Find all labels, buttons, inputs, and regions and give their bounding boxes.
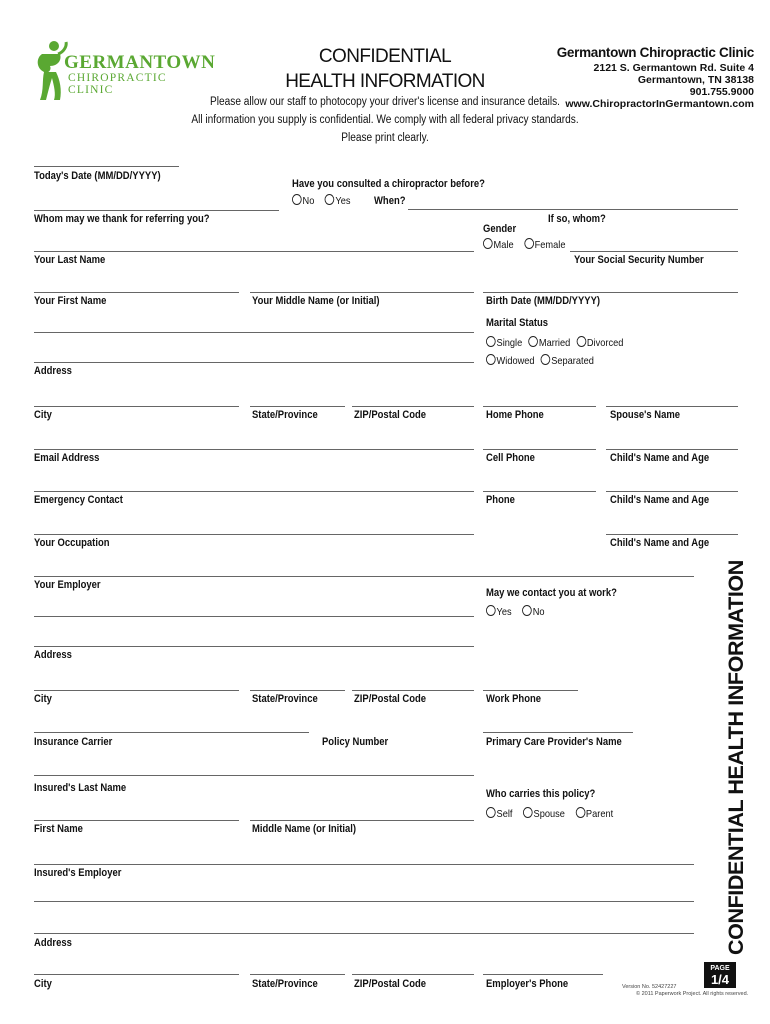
carrier-spouse-label: Spouse: [533, 808, 565, 820]
who-carries-label: Who carries this policy?: [486, 788, 596, 800]
clinic-phone: 901.755.9000: [689, 86, 754, 98]
city-field[interactable]: [34, 406, 239, 407]
employer-city-field[interactable]: [34, 690, 239, 691]
emergency-phone-field[interactable]: [483, 491, 596, 492]
first-name-field[interactable]: [34, 292, 239, 293]
clinic-city: Germantown, TN 38138: [637, 74, 754, 86]
contact-work-options: [486, 605, 545, 618]
marital-label: Marital Status: [486, 317, 549, 329]
if-so-label: If so, whom?: [548, 213, 606, 225]
todays-date-field[interactable]: [34, 166, 179, 167]
insured-city-field[interactable]: [34, 974, 239, 975]
carrier-spouse-radio[interactable]: [523, 807, 533, 818]
consulted-label: Have you consulted a chiropractor before?: [292, 178, 485, 190]
marital-divorced-label: Divorced: [586, 337, 624, 349]
marital-separated-label: Separated: [551, 355, 594, 367]
insured-middle-label: Middle Name (or Initial): [252, 823, 357, 835]
cell-field[interactable]: [483, 449, 596, 450]
child3-label: Child's Name and Age: [610, 537, 710, 549]
consulted-options: [292, 194, 351, 207]
phone-label: Phone: [486, 494, 515, 506]
last-name-label: Your Last Name: [34, 254, 106, 266]
copyright-text: © 2011 Paperwork Project. All rights reserved.: [636, 991, 749, 997]
state-field[interactable]: [250, 406, 345, 407]
logo-figure-icon: [34, 40, 68, 102]
spouse-label: Spouse's Name: [610, 409, 681, 421]
gender-female-radio[interactable]: [524, 238, 534, 249]
insurance-field[interactable]: [34, 732, 309, 733]
insured-address-label: Address: [34, 937, 72, 949]
clinic-logo: [34, 40, 216, 100]
employer-zip-label: ZIP/Postal Code: [354, 693, 427, 705]
insured-employer-field[interactable]: [34, 901, 694, 902]
address-field[interactable]: [34, 362, 474, 363]
pcp-field[interactable]: [483, 732, 633, 733]
middle-name-label: Your Middle Name (or Initial): [252, 295, 380, 307]
state-label: State/Province: [252, 409, 318, 421]
occupation-field[interactable]: [34, 534, 474, 535]
consulted-yes-label: Yes: [335, 195, 351, 207]
carrier-self-label: Self: [496, 808, 513, 820]
marital-divorced-radio[interactable]: [576, 336, 586, 347]
insured-last-label: Insured's Last Name: [34, 782, 127, 794]
gender-options: [483, 238, 565, 251]
marital-widowed-label: Widowed: [496, 355, 535, 367]
version-text: Version No. 52427227: [622, 984, 677, 990]
clinic-address: 2121 S. Germantown Rd. Suite 4: [593, 62, 754, 74]
marital-single-label: Single: [496, 337, 523, 349]
child3-field[interactable]: [606, 534, 738, 535]
birth-date-field[interactable]: [483, 292, 738, 293]
marital-single-radio[interactable]: [486, 336, 496, 347]
child2-label: Child's Name and Age: [610, 494, 710, 506]
policy-label: Policy Number: [322, 736, 389, 748]
gender-label: Gender: [483, 223, 517, 235]
pcp-label: Primary Care Provider's Name: [486, 736, 622, 748]
contact-work-label: May we contact you at work?: [486, 587, 617, 599]
home-phone-label: Home Phone: [486, 409, 544, 421]
contact-work-yes-radio[interactable]: [486, 605, 496, 616]
employer-state-label: State/Province: [252, 693, 318, 705]
marital-widowed-radio[interactable]: [486, 354, 496, 365]
insured-zip-field[interactable]: [352, 974, 474, 975]
when-field[interactable]: [408, 209, 738, 210]
child1-field[interactable]: [606, 449, 738, 450]
employer-city-label: City: [34, 693, 52, 705]
birth-date-label: Birth Date (MM/DD/YYYY): [486, 295, 601, 307]
contact-work-no-label: No: [532, 606, 545, 618]
gender-female-label: Female: [534, 239, 566, 251]
zip-label: ZIP/Postal Code: [354, 409, 427, 421]
contact-work-no-radio[interactable]: [522, 605, 532, 616]
page-badge: [704, 962, 736, 988]
insured-state-label: State/Province: [252, 978, 318, 990]
marital-options-row2: [486, 354, 594, 367]
referral-field[interactable]: [34, 210, 279, 211]
last-name-field[interactable]: [34, 251, 474, 252]
marital-married-label: Married: [538, 337, 571, 349]
employer-phone-field[interactable]: [483, 974, 603, 975]
insured-first-field[interactable]: [34, 864, 694, 865]
title-line-1: CONFIDENTIAL: [318, 46, 452, 67]
referral-label: Whom may we thank for referring you?: [34, 213, 210, 225]
clinic-name: Germantown Chiropractic Clinic: [556, 45, 754, 60]
address-label: Address: [34, 365, 72, 377]
ssn-field[interactable]: [570, 251, 738, 252]
spouse-field[interactable]: [606, 406, 738, 407]
child2-field[interactable]: [606, 491, 738, 492]
carrier-parent-radio[interactable]: [575, 807, 585, 818]
sidebar-title: CONFIDENTIAL HEALTH INFORMATION: [724, 560, 748, 955]
title-line-2: HEALTH INFORMATION: [285, 71, 485, 92]
consulted-no-radio[interactable]: [292, 194, 302, 205]
insured-first-label: First Name: [34, 823, 83, 835]
employer-top-line: [34, 576, 694, 577]
insured-last-top-line: [34, 775, 474, 776]
emergency-field[interactable]: [34, 491, 474, 492]
zip-field[interactable]: [352, 406, 474, 407]
marital-separated-radio[interactable]: [541, 354, 551, 365]
employer-address-field[interactable]: [34, 646, 474, 647]
email-field[interactable]: [34, 449, 474, 450]
consulted-no-label: No: [302, 195, 315, 207]
gender-male-radio[interactable]: [483, 238, 493, 249]
insured-last-field[interactable]: [34, 820, 239, 821]
who-carries-options: [486, 807, 613, 820]
middle-name-field[interactable]: [250, 292, 474, 293]
employer-state-field[interactable]: [250, 690, 345, 691]
emergency-label: Emergency Contact: [34, 494, 123, 506]
logo-name: GERMANTOWN: [64, 52, 216, 73]
work-phone-field[interactable]: [483, 690, 578, 691]
employer-label: Your Employer: [34, 579, 101, 591]
page-title: [282, 44, 488, 94]
insured-zip-label: ZIP/Postal Code: [354, 978, 427, 990]
page-label: PAGE: [710, 965, 730, 972]
gender-male-label: Male: [493, 239, 514, 251]
consulted-yes-radio[interactable]: [325, 194, 335, 205]
carrier-self-radio[interactable]: [486, 807, 496, 818]
insured-employer-label: Insured's Employer: [34, 867, 122, 879]
marital-options-row1: [486, 336, 623, 349]
marital-married-radio[interactable]: [528, 336, 538, 347]
first-name-label: Your First Name: [34, 295, 107, 307]
employer-address-label: Address: [34, 649, 72, 661]
todays-date-label: Today's Date (MM/DD/YYYY): [34, 170, 161, 182]
employer-phone-label: Employer's Phone: [486, 978, 569, 990]
insured-state-field[interactable]: [250, 974, 345, 975]
work-phone-label: Work Phone: [486, 693, 542, 705]
city-label: City: [34, 409, 52, 421]
employer-field[interactable]: [34, 616, 474, 617]
ssn-label: Your Social Security Number: [574, 254, 704, 266]
clinic-website: www.ChiropractorInGermantown.com: [565, 98, 754, 110]
occupation-label: Your Occupation: [34, 537, 110, 549]
cell-label: Cell Phone: [486, 452, 535, 464]
when-label: When?: [374, 195, 406, 207]
intro-line-1: Please allow our staff to photocopy your driver's license and insurance details.: [210, 96, 560, 108]
contact-work-yes-label: Yes: [496, 606, 512, 618]
insurance-label: Insurance Carrier: [34, 736, 113, 748]
carrier-parent-label: Parent: [585, 808, 614, 820]
insured-middle-top-line: [250, 820, 474, 821]
employer-zip-field[interactable]: [352, 690, 474, 691]
insured-address-line[interactable]: [34, 933, 694, 934]
home-phone-field[interactable]: [483, 406, 596, 407]
email-label: Email Address: [34, 452, 100, 464]
child1-label: Child's Name and Age: [610, 452, 710, 464]
intro-line-2: All information you supply is confidential. We comply with all federal privacy standards.: [191, 114, 579, 126]
page-number: 1/4: [710, 972, 730, 987]
intro-line-3: Please print clearly.: [341, 132, 429, 144]
logo-subtitle: CHIROPRACTIC CLINIC: [68, 72, 167, 96]
address-line-1[interactable]: [34, 332, 474, 333]
insured-city-label: City: [34, 978, 52, 990]
